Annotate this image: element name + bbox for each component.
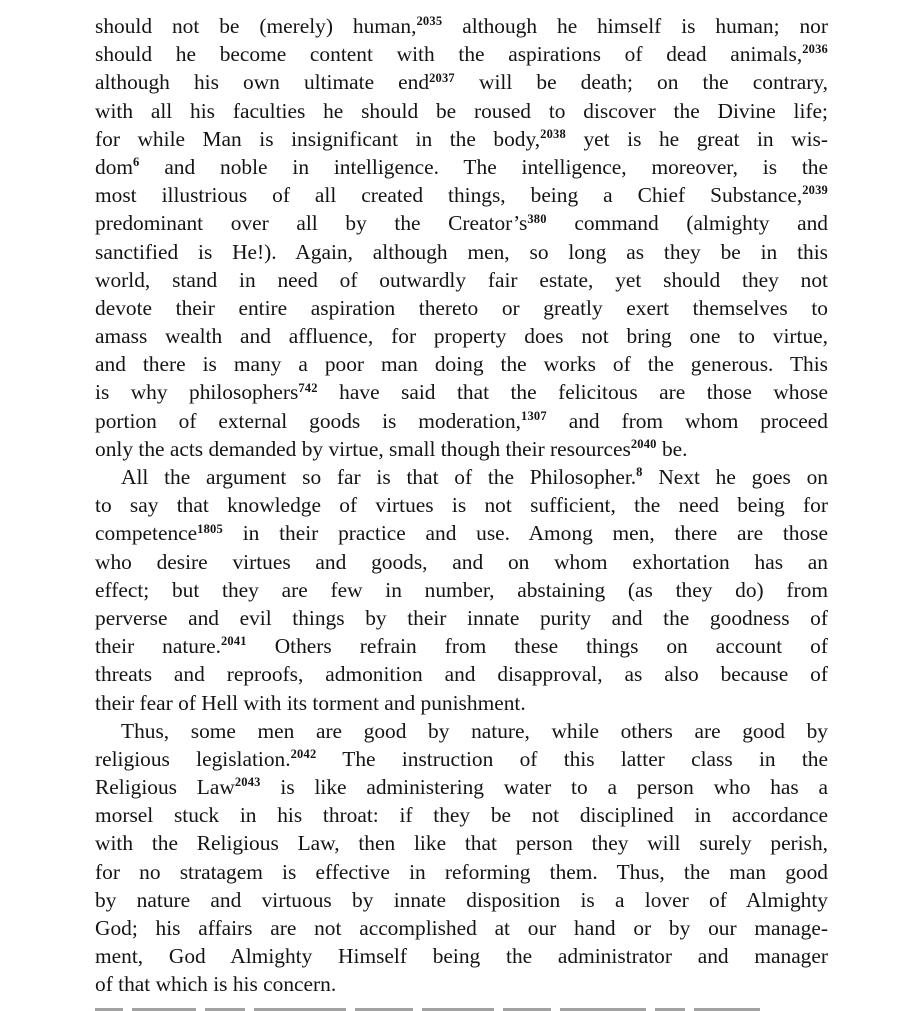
paragraph [95, 717, 828, 999]
text-line [95, 576, 828, 604]
text-line [95, 266, 828, 294]
text-run: effect; but they are few in number, abstaining (as they do) from [95, 577, 828, 602]
text-line [95, 350, 828, 378]
text-line [95, 632, 828, 660]
text-run: who desire virtues and goods, and on whom exhortation has an [95, 549, 828, 574]
text-line [95, 209, 828, 237]
text-run: will be death; on the contrary, [454, 70, 829, 95]
text-line [95, 914, 828, 942]
text-line [95, 829, 828, 857]
text-run: predominant over all by the Creator’s [95, 211, 528, 236]
text-run: with all his faculties he should be roused to discover the Divine life; [95, 98, 828, 123]
text-run: although he himself is human; nor [442, 14, 828, 38]
text-run: have said that the felicitous are those whose [317, 380, 828, 405]
text-line [95, 745, 828, 773]
footnote-marker[interactable]: 2043 [234, 775, 261, 790]
text-line [95, 970, 828, 998]
text-run: for no stratagem is effective in reforming them. Thus, the man good [95, 859, 828, 884]
text-line [95, 463, 828, 491]
text-run: sanctified is He!). Again, although men, so long as they be in this [95, 239, 828, 264]
text-run: The instruction of this latter class in the [316, 746, 828, 771]
text-run: with the Religious Law, then like that person they will surely perish, [95, 831, 828, 856]
text-run: perverse and evil things by their innate purity and the goodness of [95, 605, 828, 630]
text-line [95, 322, 828, 350]
text-line [95, 942, 828, 970]
text-run: their fear of Hell with its torment and punishment. [95, 690, 526, 715]
footnote-marker[interactable]: 742 [298, 380, 318, 395]
text-run: morsel stuck in his throat: if they be not disciplined in accordance [95, 803, 828, 828]
text-run: religious legislation. [95, 746, 291, 771]
text-run: and there is many a poor man doing the works of the generous. This [95, 352, 828, 377]
footnote-marker[interactable]: 2035 [416, 14, 443, 29]
text-line [95, 12, 828, 40]
text-run: portion of external goods is moderation, [95, 408, 522, 433]
text-run: of that which is his concern. [95, 972, 337, 997]
text-run: ment, God Almighty Himself being the administrator and manager [95, 944, 828, 969]
footnote-marker[interactable]: 2040 [630, 437, 657, 452]
text-run: God; his affairs are not accomplished at our hand or by our manage- [95, 916, 828, 940]
text-line [95, 773, 828, 801]
text-line [95, 548, 828, 576]
text-line [95, 97, 828, 125]
text-run: in their practice and use. Among men, there are those [222, 521, 828, 546]
footnote-marker[interactable]: 2038 [540, 127, 566, 141]
text-run: Next he goes on [642, 465, 828, 489]
text-line [95, 378, 828, 406]
book-page-text [95, 12, 828, 999]
text-line [95, 717, 828, 745]
text-line [95, 886, 828, 914]
text-line [95, 153, 828, 181]
text-run: threats and reproofs, admonition and disapproval, as also because of [95, 662, 828, 687]
paragraph [95, 12, 828, 463]
footnote-marker[interactable]: 6 [133, 155, 140, 170]
text-run: command (almighty and [546, 211, 829, 236]
footnote-marker[interactable]: 2041 [220, 634, 247, 649]
text-line [95, 40, 828, 68]
text-run: only the acts demanded by virtue, small though their resources [95, 436, 631, 461]
text-line [95, 689, 828, 717]
footnote-marker[interactable]: 1307 [521, 408, 547, 423]
text-run: dom [95, 154, 134, 179]
text-run: most illustrious of all created things, being a Chief Substance, [95, 183, 803, 208]
text-line [95, 604, 828, 632]
text-run: world, stand in need of outwardly fair estate, yet should they not [95, 267, 828, 292]
text-run: devote their entire aspiration thereto or greatly exert themselves to [95, 295, 828, 320]
footnote-marker[interactable]: 380 [527, 211, 547, 226]
text-run: yet is he great in wis- [565, 126, 828, 151]
text-run: All the argument so far is that of the Philosopher. [121, 465, 637, 489]
text-run: Religious Law [95, 775, 235, 800]
footnote-marker[interactable]: 2042 [290, 747, 317, 762]
footnote-marker[interactable]: 8 [636, 465, 643, 480]
text-run: their nature. [95, 634, 221, 659]
footnote-marker[interactable]: 2036 [802, 42, 828, 57]
text-line [95, 238, 828, 266]
text-run: Thus, some men are good by nature, while others are good by [121, 718, 828, 743]
text-line [95, 660, 828, 688]
text-line [95, 858, 828, 886]
text-run: and from whom proceed [546, 408, 828, 433]
text-run: by nature and virtuous by innate disposition is a lover of Almighty [95, 887, 828, 912]
text-run: and noble in intelligence. The intelligence, moreover, is the [139, 154, 828, 179]
text-line [95, 181, 828, 209]
text-run: for while Man is insignificant in the body, [95, 126, 541, 151]
text-run: although his own ultimate end [95, 70, 430, 95]
text-run: amass wealth and affluence, for property does not bring one to virtue, [95, 324, 828, 349]
text-line [95, 68, 828, 96]
footnote-marker[interactable]: 2037 [429, 70, 455, 85]
footnote-marker[interactable]: 1805 [197, 521, 223, 536]
text-line [95, 125, 828, 153]
text-run: should not be (merely) human, [95, 14, 417, 38]
footnote-marker[interactable]: 2039 [802, 183, 828, 198]
text-line [95, 519, 828, 547]
text-run: Others refrain from these things on account of [246, 634, 828, 659]
text-run: be. [656, 436, 688, 461]
text-run: is why philosophers [95, 380, 299, 405]
text-line [95, 491, 828, 519]
text-line [95, 407, 828, 435]
cut-off-next-line [95, 1003, 828, 1011]
text-line [95, 801, 828, 829]
text-line [95, 294, 828, 322]
text-run: competence [95, 521, 198, 546]
text-run: to say that knowledge of virtues is not sufficient, the need being for [95, 493, 828, 518]
paragraph [95, 463, 828, 717]
text-run: is like administering water to a person who has a [260, 775, 828, 800]
text-line [95, 435, 828, 463]
text-run: should he become content with the aspirations of dead animals, [95, 42, 803, 67]
